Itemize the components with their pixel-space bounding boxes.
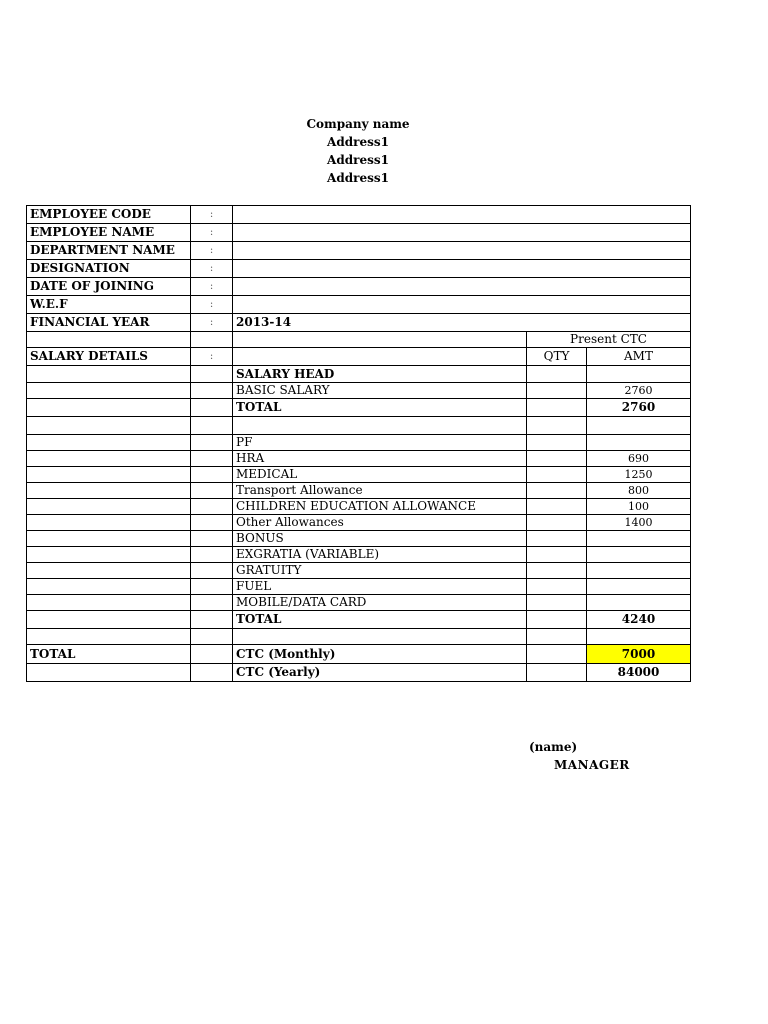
qty-cell[interactable] bbox=[527, 579, 587, 595]
salary-row bbox=[27, 547, 691, 563]
qty-cell[interactable] bbox=[527, 483, 587, 499]
info-label: EMPLOYEE NAME bbox=[27, 224, 191, 242]
amt-header: AMT bbox=[587, 348, 691, 366]
grand-total-label: TOTAL bbox=[27, 645, 191, 664]
salary-head-cell bbox=[233, 417, 527, 435]
salary-head-cell: BASIC SALARY bbox=[233, 383, 527, 399]
qty-cell[interactable] bbox=[527, 383, 587, 399]
salary-head-cell: BONUS bbox=[233, 531, 527, 547]
info-row-date-of-joining bbox=[27, 278, 691, 296]
info-row-designation bbox=[27, 260, 691, 278]
info-value[interactable] bbox=[233, 224, 691, 242]
qty-cell[interactable] bbox=[527, 531, 587, 547]
salary-head-label: SALARY HEAD bbox=[233, 366, 527, 383]
qty-cell[interactable] bbox=[527, 499, 587, 515]
salary-head-cell: GRATUITY bbox=[233, 563, 527, 579]
company-name: Company name bbox=[306, 117, 410, 131]
info-value[interactable] bbox=[233, 296, 691, 314]
info-value[interactable] bbox=[233, 278, 691, 296]
qty-cell[interactable] bbox=[527, 451, 587, 467]
amt-cell[interactable] bbox=[587, 547, 691, 563]
salary-head-cell: HRA bbox=[233, 451, 527, 467]
ctc-monthly-row bbox=[27, 645, 691, 664]
salary-row bbox=[27, 629, 691, 645]
present-ctc-header: Present CTC bbox=[527, 332, 691, 348]
info-label: W.E.F bbox=[27, 296, 191, 314]
info-value[interactable] bbox=[233, 242, 691, 260]
salary-row-total bbox=[27, 399, 691, 417]
qty-cell[interactable] bbox=[527, 435, 587, 451]
info-row-wef bbox=[27, 296, 691, 314]
info-row-financial-year bbox=[27, 314, 691, 332]
salary-row bbox=[27, 451, 691, 467]
amt-cell[interactable]: 800 bbox=[587, 483, 691, 499]
qty-cell[interactable] bbox=[527, 563, 587, 579]
info-colon: : bbox=[191, 242, 233, 260]
signatory-name: (name) bbox=[529, 740, 578, 754]
salary-head-cell: TOTAL bbox=[233, 399, 527, 417]
salary-row bbox=[27, 515, 691, 531]
salary-row bbox=[27, 563, 691, 579]
amt-cell[interactable]: 100 bbox=[587, 499, 691, 515]
salary-row bbox=[27, 595, 691, 611]
salary-head-cell: EXGRATIA (VARIABLE) bbox=[233, 547, 527, 563]
qty-cell[interactable] bbox=[527, 515, 587, 531]
present-ctc-row bbox=[27, 332, 691, 348]
info-row-employee-code bbox=[27, 206, 691, 224]
salary-details-colon: : bbox=[191, 348, 233, 366]
address-line-1: Address1 bbox=[327, 135, 389, 149]
salary-row bbox=[27, 499, 691, 515]
salary-details-label: SALARY DETAILS bbox=[27, 348, 191, 366]
salary-details-row bbox=[27, 348, 691, 366]
info-label: DEPARTMENT NAME bbox=[27, 242, 191, 260]
info-label: DATE OF JOINING bbox=[27, 278, 191, 296]
info-colon: : bbox=[191, 260, 233, 278]
ctc-monthly-amount[interactable]: 7000 bbox=[587, 645, 691, 664]
salary-head-cell: Other Allowances bbox=[233, 515, 527, 531]
info-colon: : bbox=[191, 314, 233, 332]
salary-head-cell: FUEL bbox=[233, 579, 527, 595]
info-colon: : bbox=[191, 296, 233, 314]
amt-cell[interactable] bbox=[587, 563, 691, 579]
ctc-yearly-label: CTC (Yearly) bbox=[233, 664, 527, 682]
amt-cell[interactable]: 1400 bbox=[587, 515, 691, 531]
amt-cell[interactable] bbox=[587, 579, 691, 595]
salary-row bbox=[27, 435, 691, 451]
qty-cell[interactable] bbox=[527, 645, 587, 664]
address-line-3: Address1 bbox=[327, 171, 389, 185]
salary-head-cell: TOTAL bbox=[233, 611, 527, 629]
amt-cell[interactable]: 4240 bbox=[587, 611, 691, 629]
info-label: DESIGNATION bbox=[27, 260, 191, 278]
salary-head-cell bbox=[233, 629, 527, 645]
amt-cell[interactable] bbox=[587, 417, 691, 435]
financial-year-value[interactable]: 2013-14 bbox=[233, 314, 691, 332]
amt-cell[interactable]: 2760 bbox=[587, 383, 691, 399]
salary-row bbox=[27, 531, 691, 547]
qty-cell[interactable] bbox=[527, 399, 587, 417]
ctc-yearly-row bbox=[27, 664, 691, 682]
qty-cell[interactable] bbox=[527, 629, 587, 645]
amt-cell[interactable] bbox=[587, 629, 691, 645]
info-value[interactable] bbox=[233, 206, 691, 224]
qty-cell[interactable] bbox=[527, 417, 587, 435]
salary-head-cell: Transport Allowance bbox=[233, 483, 527, 499]
amt-cell[interactable] bbox=[587, 531, 691, 547]
salary-head-cell: MEDICAL bbox=[233, 467, 527, 483]
salary-table bbox=[26, 205, 691, 682]
ctc-yearly-amount[interactable]: 84000 bbox=[587, 664, 691, 682]
qty-cell[interactable] bbox=[527, 467, 587, 483]
salary-row bbox=[27, 417, 691, 435]
signatory-title: MANAGER bbox=[554, 758, 630, 772]
info-label: EMPLOYEE CODE bbox=[27, 206, 191, 224]
qty-header: QTY bbox=[527, 348, 587, 366]
amt-cell[interactable] bbox=[587, 435, 691, 451]
qty-cell[interactable] bbox=[527, 595, 587, 611]
qty-cell[interactable] bbox=[527, 547, 587, 563]
salary-head-cell: CHILDREN EDUCATION ALLOWANCE bbox=[233, 499, 527, 515]
amt-cell[interactable]: 1250 bbox=[587, 467, 691, 483]
qty-cell[interactable] bbox=[527, 664, 587, 682]
info-row-employee-name bbox=[27, 224, 691, 242]
info-label: FINANCIAL YEAR bbox=[27, 314, 191, 332]
amt-cell[interactable]: 2760 bbox=[587, 399, 691, 417]
salary-head-row bbox=[27, 366, 691, 383]
address-line-2: Address1 bbox=[327, 153, 389, 167]
salary-head-cell: MOBILE/DATA CARD bbox=[233, 595, 527, 611]
amt-cell[interactable]: 690 bbox=[587, 451, 691, 467]
salary-row bbox=[27, 467, 691, 483]
ctc-monthly-label: CTC (Monthly) bbox=[233, 645, 527, 664]
salary-row-total bbox=[27, 611, 691, 629]
salary-head-cell: PF bbox=[233, 435, 527, 451]
info-value[interactable] bbox=[233, 260, 691, 278]
qty-cell[interactable] bbox=[527, 611, 587, 629]
salary-row bbox=[27, 383, 691, 399]
salary-row bbox=[27, 483, 691, 499]
salary-row bbox=[27, 579, 691, 595]
info-colon: : bbox=[191, 224, 233, 242]
info-row-department-name bbox=[27, 242, 691, 260]
info-colon: : bbox=[191, 278, 233, 296]
amt-cell[interactable] bbox=[587, 595, 691, 611]
info-colon: : bbox=[191, 206, 233, 224]
